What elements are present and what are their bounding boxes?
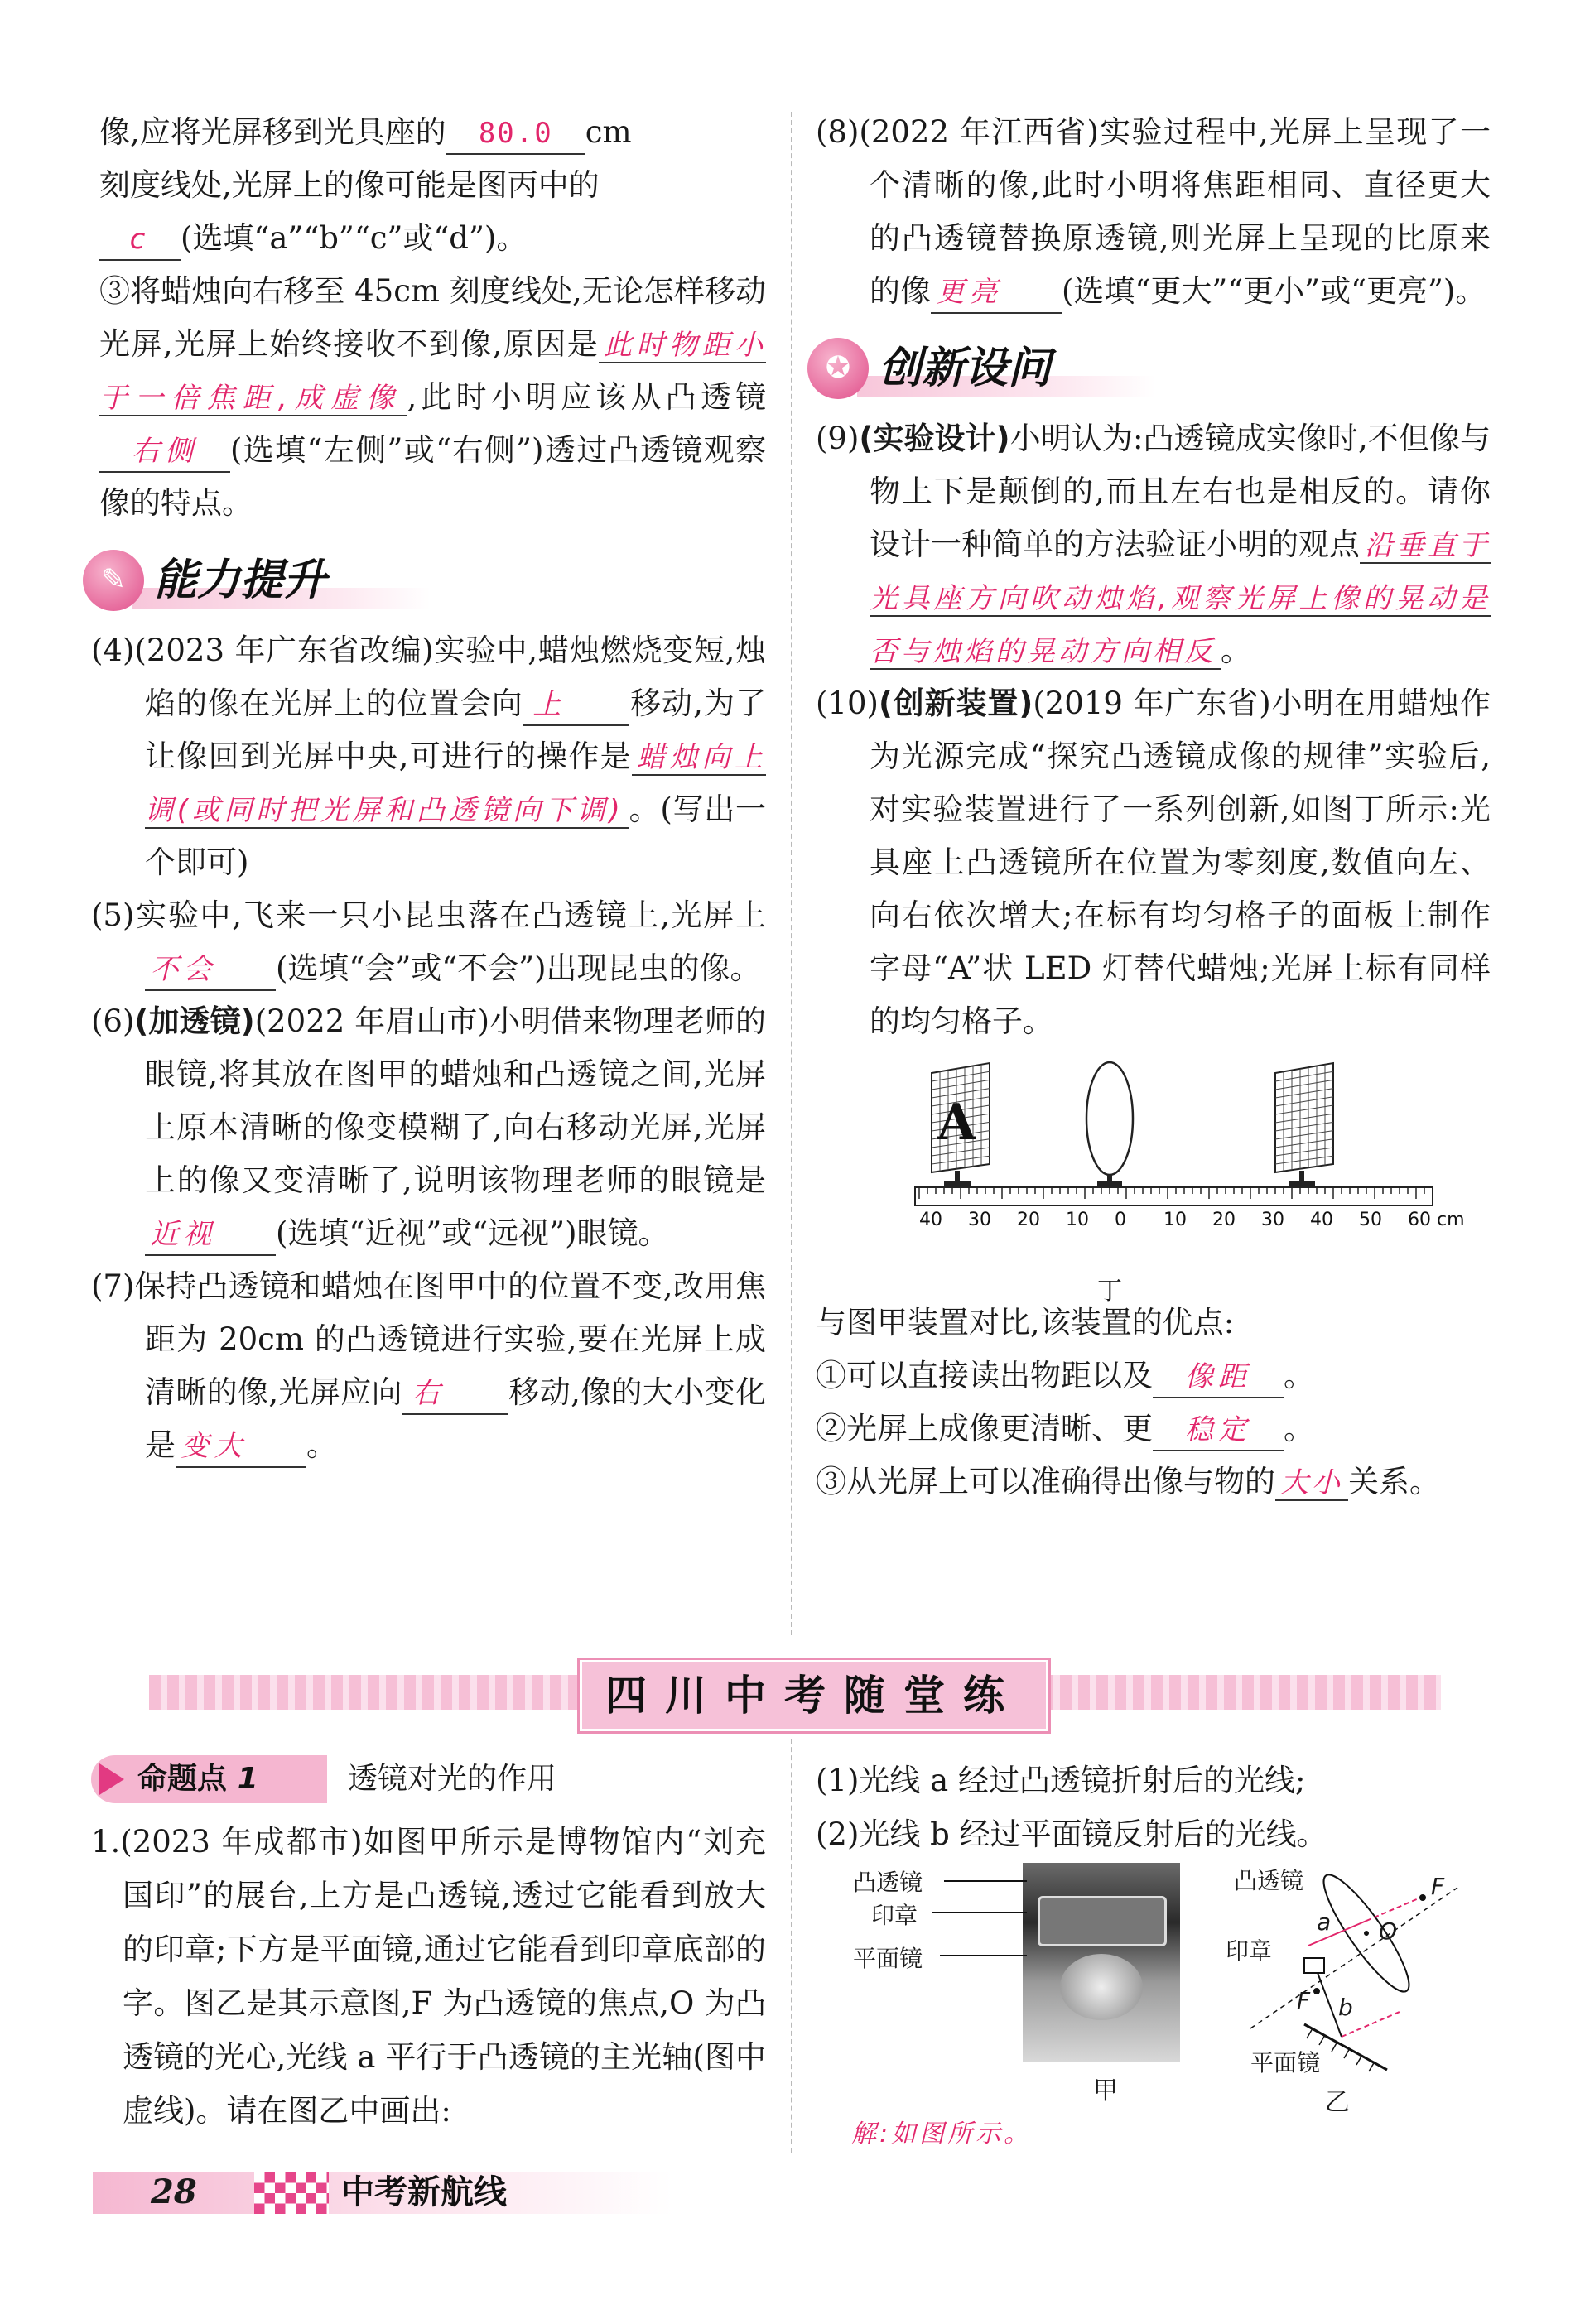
page-number: 28 <box>151 2172 197 2211</box>
label-seal-diagram: 印章 <box>1226 1937 1273 1965</box>
tag-innovative-device: (创新装置) <box>878 686 1033 721</box>
question-10: (10)(创新装置)(2019 年广东省)小明在用蜡烛作为光源完成“探究凸透镜成像的规律”实验后,对实验装置进行了一系列创新,如图丁所示:光具座上凸透镜所在位置为零刻度,数值向左、向右依次增大;在标有均匀格子的面板上制作字母“A”状 LED 灯替代蜡烛;光屏上标有同样的均匀格子。 <box>816 686 1491 1039</box>
letter-b: b <box>1338 1994 1353 2021</box>
right-column <box>816 106 1491 1508</box>
left-column <box>91 106 766 1472</box>
question-9: (9)(实验设计)小明认为:凸透镜成实像时,不但像与物上下是颠倒的,而且左右也是相反的。请你设计一种简单的方法验证小明的观点 沿垂直于光具座方向吹动烛焰,观察光屏上像的晃动是否与烛焰的晃动方向相反 。 <box>816 421 1491 668</box>
advantage-1: ①可以直接读出物距以及 像距 。 <box>816 1350 1491 1403</box>
line-3: c (选填“a”“b”“c”或“d”)。 <box>91 212 766 265</box>
led-letter: A <box>937 1094 976 1152</box>
question-6: (6)(加透镜)(2022 年眉山市)小明借来物理老师的眼镜,将其放在图甲的蜡烛和凸透镜之间,光屏上原本清晰的像变模糊了,向右移动光屏,光屏上的像又变清晰了,说明该物理老师的眼镜是近视 (选填“近视”或“远视”)眼镜。 <box>91 995 766 1260</box>
award-icon: ✪ <box>807 338 869 399</box>
answer-image-distance: 像距 <box>1153 1357 1284 1398</box>
section-header-innovation <box>807 333 1491 404</box>
label-mirror-diagram: 平面镜 <box>1250 2049 1321 2076</box>
ruler-label: 10 <box>1163 1210 1187 1230</box>
grid-screen <box>1275 1063 1333 1187</box>
answer-brighter: 更亮 <box>931 272 1062 314</box>
brand-name: 中考新航线 <box>341 2173 507 2211</box>
ruler-label: 0 <box>1115 1210 1126 1230</box>
section-title: 能力提升 <box>154 556 327 605</box>
ruler-label: 20 <box>1212 1210 1236 1230</box>
label-lens: 凸透镜 <box>853 1869 923 1896</box>
answer-method: 沿垂直于光具座方向吹动烛焰,观察光屏上像的晃动是否与烛焰的晃动方向相反 <box>870 529 1491 668</box>
figure-ding <box>816 1048 1491 1306</box>
optical-bench-diagram <box>816 1048 1491 1297</box>
ruler-label: 40 <box>919 1210 942 1230</box>
ruler-label: 10 <box>1066 1210 1089 1230</box>
answer-c: c <box>99 219 181 261</box>
line-1: 像,应将光屏移到光具座的 80.0 cm <box>91 106 766 159</box>
column-divider <box>791 112 792 1635</box>
advantage-3: ③从光屏上可以准确得出像与物的 大小 关系。 <box>816 1464 1440 1499</box>
bench-ruler <box>915 1187 1433 1205</box>
ruler-label: 60 cm <box>1408 1210 1465 1230</box>
letter-F2: F <box>1297 1987 1311 2014</box>
letter-F1: F <box>1431 1873 1445 1900</box>
advantage-2: ②光屏上成像更清晰、更 稳定 。 <box>816 1403 1491 1456</box>
answer-right: 右 <box>402 1374 508 1415</box>
ruler-label: 20 <box>1017 1210 1040 1230</box>
question-1-text: 1.(2023 年成都市)如图甲所示是博物馆内“刘充国印”的展台,上方是凸透镜,透过它能看到放大的印章;下方是平面镜,通过它能看到印章底部的字。图乙是其示意图,F 为凸透镜的焦点,O 为凸透镜的光心,光线 a 平行于凸透镜的主光轴(图中虚线)。请在图乙中画出: <box>91 1824 766 2129</box>
section-header-ability <box>83 545 766 616</box>
answer-operation: 蜡烛向上调(或同时把光屏和凸透镜向下调) <box>145 741 766 827</box>
label-lens-diagram: 凸透镜 <box>1234 1867 1304 1894</box>
answer-right-side: 右侧 <box>99 431 230 473</box>
tag-add-lens: (加透镜) <box>134 1003 255 1039</box>
question-3: ③将蜡烛向右移至 45cm 刻度线处,无论怎样移动光屏,光屏上始终接收不到像,原因是 此时物距小于一倍焦距,成虚像 ,此时小明应该从凸透镜右侧 (选填“左侧”或“右侧”)透过凸透镜观察像的特点。 <box>99 273 766 521</box>
solution-note: 解:如图所示。 <box>851 2120 1033 2148</box>
figure-yi <box>1226 1863 1491 2117</box>
column-divider-lower <box>791 1739 792 2153</box>
label-mirror: 平面镜 <box>853 1945 923 1972</box>
answer-stable: 稳定 <box>1153 1410 1284 1451</box>
section-banner <box>149 1660 1441 1726</box>
question-7: (7)保持凸透镜和蜡烛在图甲中的位置不变,改用焦距为 20cm 的凸透镜进行实验,要在光屏上成清晰的像,光屏应向 右 移动,像的大小变化是 变大 。 <box>91 1260 766 1472</box>
answer-size: 大小 <box>1275 1466 1348 1501</box>
convex-lens <box>1086 1062 1133 1187</box>
question-4: (4)(2023 年广东省改编)实验中,蜡烛燃烧变短,烛焰的像在光屏上的位置会向 上 移动,为了让像回到光屏中央,可进行的操作是 蜡烛向上调(或同时把光屏和凸透镜向下调) 。(写出一个即可) <box>91 633 767 880</box>
label-seal: 印章 <box>871 1902 918 1929</box>
page-footer <box>93 2166 755 2217</box>
answer-bigger: 变大 <box>176 1427 306 1468</box>
ruler-label: 40 <box>1310 1210 1333 1230</box>
museum-photo <box>1023 1863 1180 2062</box>
question-8: (8)(2022 年江西省)实验过程中,光屏上呈现了一个清晰的像,此时小明将焦距相同、直径更大的凸透镜替换原透镜,则光屏上呈现的比原来的像 更亮 (选填“更大”“更小”或“更亮”)。 <box>816 106 1491 318</box>
question-5: (5)实验中,飞来一只小昆虫落在凸透镜上,光屏上不会 (选填“会”或“不会”)出现昆虫的像。 <box>91 889 766 995</box>
question-1-requirements: (1)光线 a 经过凸透镜折射后的光线; (2)光线 b 经过平面镜反射后的光线。 <box>816 1763 1327 1852</box>
answer-nearsighted: 近视 <box>145 1215 276 1256</box>
figure-caption-ding: 丁 <box>1097 1277 1122 1306</box>
answer-no: 不会 <box>145 950 276 991</box>
figure-caption-yi: 乙 <box>1325 2088 1350 2117</box>
advantages-intro: 与图甲装置对比,该装置的优点: <box>816 1305 1235 1340</box>
figure-jia <box>853 1863 1184 2103</box>
ruler-label: 50 <box>1359 1210 1382 1230</box>
line-2: 刻度线处,光屏上的像可能是图丙中的 <box>99 167 600 203</box>
figure-caption-jia: 甲 <box>1093 2076 1118 2105</box>
ruler-label: 30 <box>1261 1210 1284 1230</box>
banner-title: 四川中考随堂练 <box>605 1672 1023 1720</box>
book-icon: ✎ <box>83 550 144 611</box>
answer-reason: 此时物距小于一倍焦距,成虚像 <box>99 329 766 415</box>
tag-experiment-design: (实验设计) <box>859 421 1010 456</box>
topic-title: 透镜对光的作用 <box>348 1762 557 1796</box>
letter-O: O <box>1379 1917 1398 1945</box>
answer-up: 上 <box>523 685 629 726</box>
letter-a: a <box>1317 1908 1332 1936</box>
checker-decoration <box>254 2172 329 2214</box>
ruler-label: 30 <box>968 1210 991 1230</box>
play-triangle-icon <box>99 1763 124 1795</box>
section-title: 创新设问 <box>879 344 1052 393</box>
answer-80: 80.0 <box>446 113 585 155</box>
